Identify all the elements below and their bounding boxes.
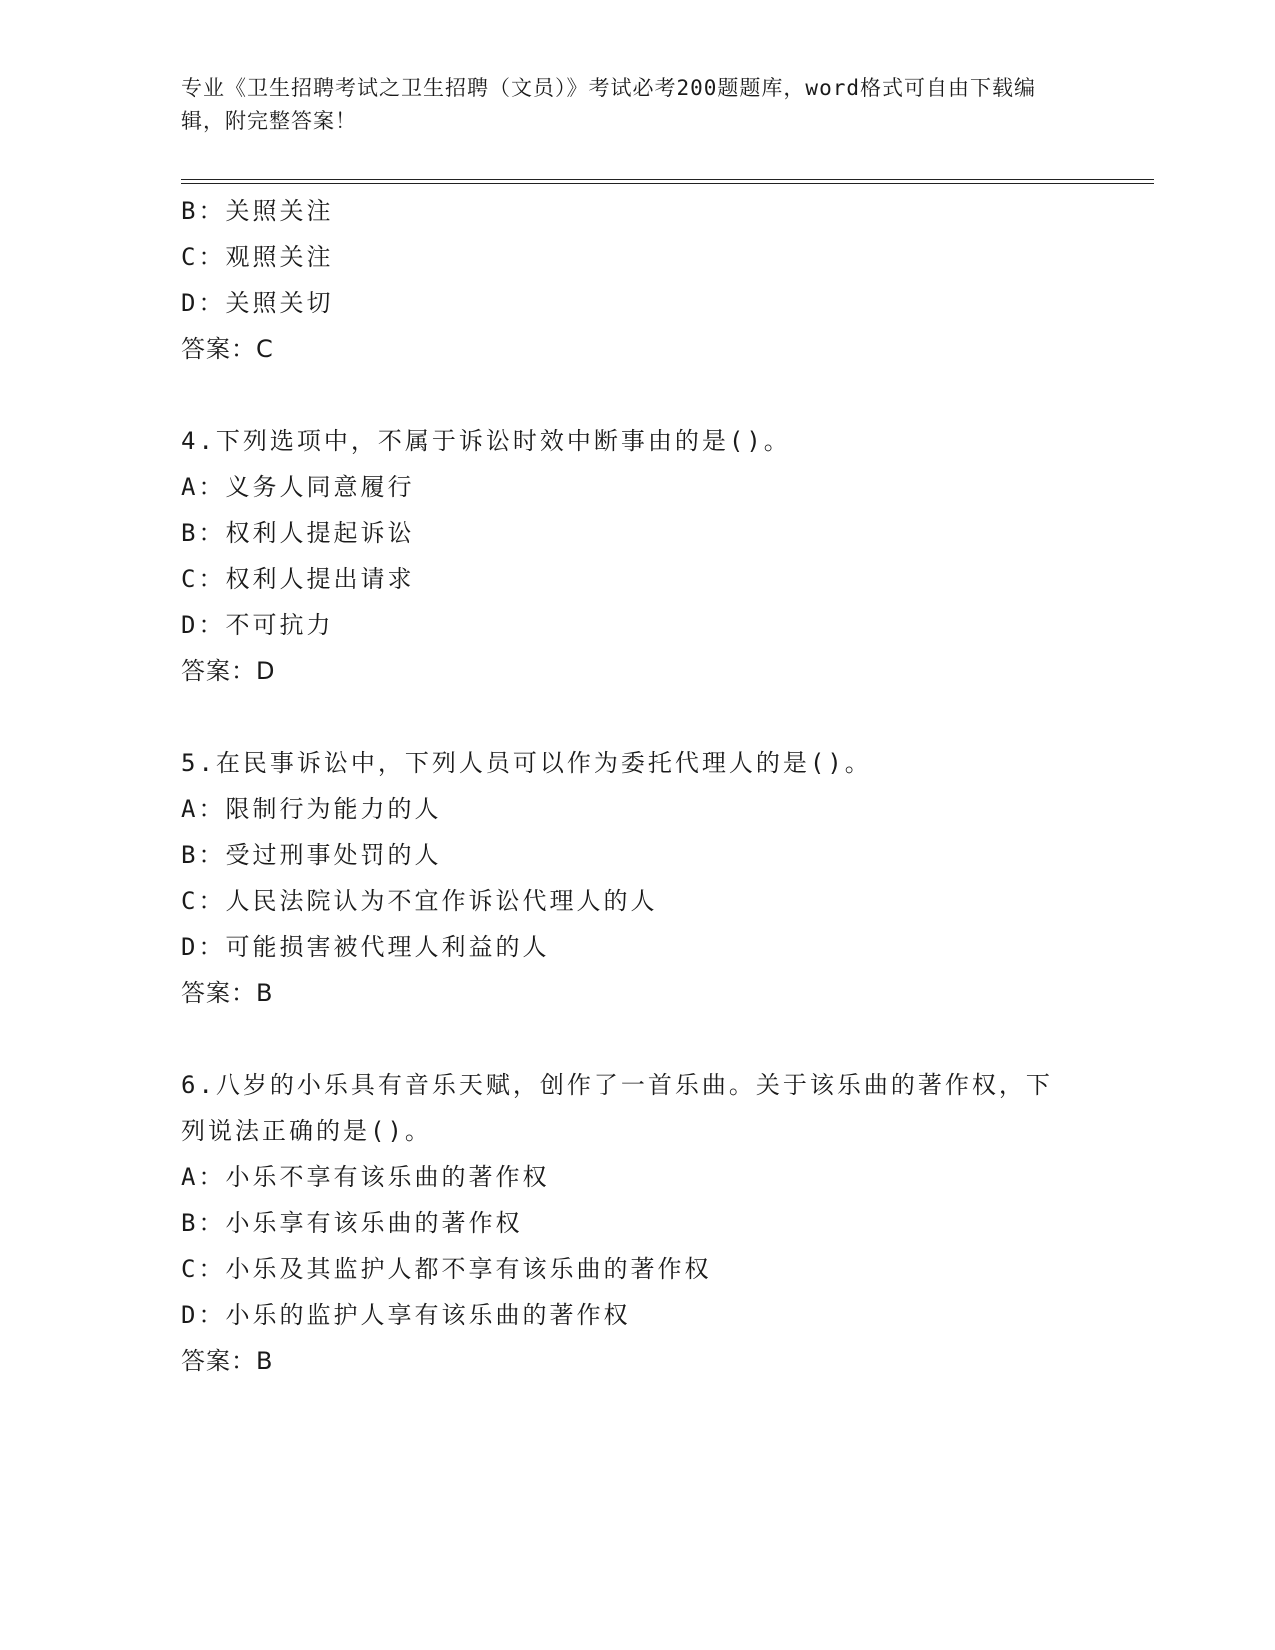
option-c: C：人民法院认为不宜作诉讼代理人的人	[181, 887, 658, 915]
option-b: B：权利人提起诉讼	[181, 519, 415, 547]
answer-line: 答案：B	[181, 979, 274, 1007]
question-4	[181, 418, 1154, 694]
question-stem: 6.八岁的小乐具有音乐天赋，创作了一首乐曲。关于该乐曲的著作权，下列说法正确的是()。	[181, 1071, 1053, 1145]
answer-line: 答案：D	[181, 657, 276, 685]
option-a: A：义务人同意履行	[181, 473, 415, 501]
question-partial	[181, 188, 1154, 372]
answer-line: 答案：B	[181, 1347, 274, 1375]
option-a: A：小乐不享有该乐曲的著作权	[181, 1163, 550, 1191]
answer-line: 答案：C	[181, 335, 274, 363]
option-d: D：不可抗力	[181, 611, 334, 639]
option-d: D：小乐的监护人享有该乐曲的著作权	[181, 1301, 631, 1329]
option-c: C：权利人提出请求	[181, 565, 415, 593]
question-6	[181, 1062, 1154, 1384]
header-rule-top	[181, 179, 1154, 180]
document-body	[181, 188, 1154, 1384]
question-stem: 4.下列选项中，不属于诉讼时效中断事由的是()。	[181, 427, 791, 455]
question-5	[181, 740, 1154, 1016]
option-b: B：受过刑事处罚的人	[181, 841, 442, 869]
option-c: C：小乐及其监护人都不享有该乐曲的著作权	[181, 1255, 712, 1283]
header-rule-bottom	[181, 183, 1154, 184]
option-d: D：关照关切	[181, 289, 334, 317]
option-c: C：观照关注	[181, 243, 334, 271]
question-stem: 5.在民事诉讼中，下列人员可以作为委托代理人的是()。	[181, 749, 872, 777]
option-d: D：可能损害被代理人利益的人	[181, 933, 550, 961]
option-b: B：小乐享有该乐曲的著作权	[181, 1209, 523, 1237]
option-b: B：关照关注	[181, 197, 334, 225]
option-a: A：限制行为能力的人	[181, 795, 442, 823]
document-header: 专业《卫生招聘考试之卫生招聘（文员）》考试必考200题题库，word格式可自由下载编辑，附完整答案！	[181, 76, 1036, 133]
